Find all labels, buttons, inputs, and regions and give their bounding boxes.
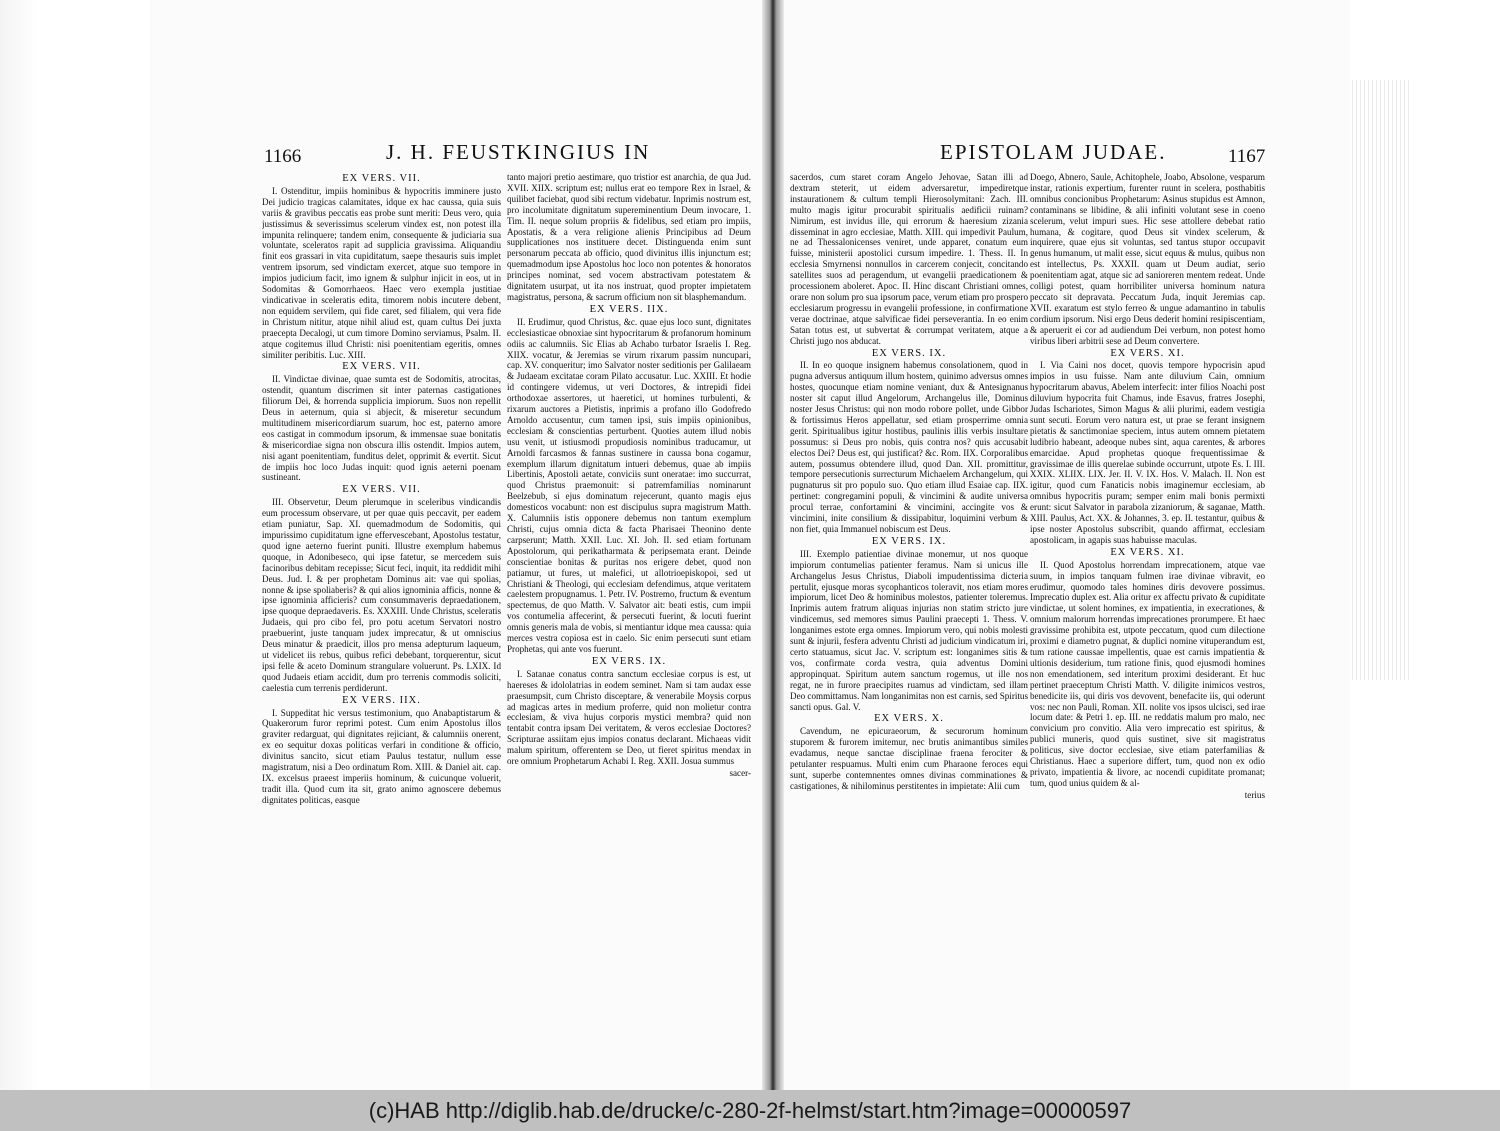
section-heading: EX VERS. IIX.: [342, 694, 421, 706]
section-heading: EX VERS. IIX.: [589, 303, 669, 315]
left-running-head: J. H. FEUSTKINGIUS IN: [386, 140, 651, 164]
right-page-number: 1167: [1228, 146, 1266, 167]
paragraph: III. Exemplo patientiae divinae monemur, ut nos quoque impiorum contumelias patienter feramus. Nam si unicus ille Archangelus Jesus Christus, Diaboli impudentissima dicteria pertulit, ejusque moras sycophanticos toleravit, nos etiam mores impiorum, licet Deo & hominibus molestos, patienter toleremus. Inprimis autem fratrum aliquas injurias non statim stricto jure vindicemus, sed memores simus Paulini praecepti 1. Thess. V. longanimes estote erga omnes. Impiorum vero, qui nobis molesti sunt & injurii, fesfera adventu Christi ad judicium vindicatum iri, certo statuamus, sicut Jac. V. scriptum est: longanimes sitis & vos, confirmate corda vestra, quia adventus Domini appropinquat. Spiritum autem sanctum rogemus, ut ille nos regat, ne in furore praecipites ruamus ad vindictam, sed illam Deo committamus. Nam longanimitas non est carnis, sed Spiritus sancti opus. Gal. V.: [790, 548, 1028, 712]
right-running-head: EPISTOLAM JUDAE.: [940, 140, 1167, 164]
section-heading: EX VERS. VII.: [342, 173, 421, 184]
catchword: terius: [1244, 789, 1265, 800]
section-heading: EX VERS. X.: [874, 713, 944, 725]
book-gutter: [762, 0, 784, 1090]
paragraph: I. Suppeditat hic versus testimonium, quo Anabaptistarum & Quakerorum furor reprimi potest. Cum enim Apostolus illos graviter redarguat, qui dignitates rejiciant, & calumniis onerent, ex eo sequitur doxas politicas verfari in conditione & officio, divinitus sancito, sicut etiam Paulus testatur, nullum esse magistratum, nisi a Deo ordinatum Rom. XIII. & Daniel ait. cap. IX. excelsus praeest imperiis hominum, & cuicunque voluerit, tradit illa. Quod cum ita sit, grato animo agnoscere debemus dignitates politicas, easque: [262, 707, 501, 805]
left-page-number: 1166: [264, 146, 302, 167]
paragraph: II. In eo quoque insignem habemus consolationem, quod in pugna adversus antiquum illum hostem, quinimo adversus omnes hostes, quocunque etiam nomine veniant, dux & Antesignanus noster sit caput illud Angelorum, Archangelus ille, Dominus noster Jesus Christus: qui non modo robore pollet, unde Gibbor & fortissimus Heros appellatur, sed etiam prosperrime omnia gerit. Spiritualibus igitur hostibus, paulinis illis verbis insultare possumus: si Deus pro nobis, quis contra nos? quis accusabit electos Dei? Deus est, qui justificat? &c. Rom. IIX. Corporalibus autem, possumus obtendere illud, quod Dan. XII. promittitur, tempore persecutionis surrecturum Michaelem Archangelum, qui pugnaturus sit pro populo suo. Quo etiam illud Esaiae cap. IIX. pertinet: congregamini populi, & vincimini & audite universa procul terrae, confortamini & vincimini, accingite vos & vincimini, inite consilium & dissipabitur, loquimini verbum & non fiet, quia Immanuel nobiscum est Deus.: [790, 360, 1028, 534]
copyright-footer: [0, 1090, 1500, 1131]
scan-margin: [0, 0, 40, 1090]
left-page-column-2: [507, 172, 751, 1080]
catchword: sacer-: [729, 767, 751, 778]
footer-credit-text: (c)HAB http://diglib.hab.de/drucke/c-280-2f-helmst/start.htm?image=00000597: [368, 1097, 1132, 1123]
paragraph: I. Via Caini nos docet, quovis tempore hypocrisin apud impios in usu fuisse. Nam ante diluvium Cain, omnium hypocritarum abavus, Abelem interfecit: inter filios Noachi post diluvium hypocrita fuit Chamus, inde Esavus, fratres Josephi, Judas Ischariotes, Simon Magus & alii plurimi, eadem vestigia sunt secuti. Eorum vero natura est, ut prae se ferant insignem pietatis & sanctimoniae speciem, intus autem omnem pietatem ludibrio habeant, adeoque nubes sint, aqua carentes, & arbores emarcidae. Apud prophetas quoque frequentissimae & gravissimae de illis querelae subinde occurrunt, utpote Es. I. III. XXIX. XLIIX. LIX. Jer. II. V. IX. Hos. V. Malach. II. Non est igitur, quod cum Fanaticis nobis imaginemur ecclesiam, ab omnibus hypocritis puram; semper enim mali bonis permixti erunt: sicut Salvator in parabola zizaniorum, & saganae, Matth. XIII. Paulus, Act. XX. & Johannes, 3. ep. II. testantur, quibus & ipse noster Apostolus subscribit, quando affirmat, ecclesiam apostolicam, in agapis suas habuisse maculas.: [1030, 360, 1265, 545]
section-heading: EX VERS. IX.: [591, 655, 667, 667]
section-heading: EX VERS. XI.: [1110, 347, 1185, 359]
right-page-column-1: [790, 172, 1028, 1080]
right-page-column-2: [1030, 172, 1265, 1080]
section-heading: EX VERS. IX.: [871, 347, 947, 359]
paragraph: Cavendum, ne epicuraeorum, & securorum hominum stuporem & furorem imitemur, nec brutis animantibus similes evadamus, neque sanctae disciplinae fraena ferociter & petulanter respuamus. Multi enim cum Pharaone feroces equi sunt, superbe contemnentes omnes divinas comminationes & castigationes, & nihilominus perstitentes in impietate: Alii cum: [790, 726, 1028, 791]
section-heading: EX VERS. IX.: [871, 535, 947, 547]
paragraph: I. Satanae conatus contra sanctum ecclesiae corpus is est, ut haereses & idololatrias in eodem seminet. Nam si tam audax esse praesumpsit, cum Christo disceptare, & venerabile Moysis corpus ad magicas artes in medium proferre, quid non molietur contra ecclesiam, & viva hujus corporis mystici membra? quid non tentabit contra ipsam Dei veritatem, & veros ecclesiae Doctores? Scripturae assiitam ejus impios conatus declarant. Michaeas vidit malum spiritum, offerentem se Deo, ut fieret spiritus mendax in ore omnium Prophetarum Achabi I. Reg. XXII. Josua summus: [507, 668, 751, 767]
page-edge-strip: [1352, 80, 1412, 680]
section-heading: EX VERS. XI.: [1110, 546, 1185, 558]
paragraph: Doego, Abnero, Saule, Achitophele, Joabo, Absolone, vesparum instar, rationis expertium, furenter ruunt in scelera, posthabitis omnibus concionibus Prophetarum: Asinus stupidus est Amnon, contaminans se libidine, & alii infiniti volutant sese in coeno scelerum, velut impuri sues. Hic sese attollere debebat ratio humana, & cogitare, quod Deus sit vindex scelerum, & inquirere, quae ejus sit voluntas, sed tantus stupor occupavit genus humanum, ut malit esse, sicut equus & mulus, quibus non est intellectus, Ps. XXXII. quam ut Deum audiat, serio poenitentiam agat, atque sic ad sanioreren mentem redeat. Unde colligi potest, quam horribiliter universa hominum natura peccato sit depravata. Peccatum Juda, inquit Jeremias cap. XVII. exaratum est stylo ferreo & ungue adamantino in tabulis cordium ipsorum. Nisi ergo Deus dederit homini resipiscentiam, & aperuerit ei cor ad audiendum Dei verbum, non potest homo viribus liberi arbitrii sese ad Deum convertere.: [1030, 172, 1265, 346]
paragraph: II. Vindictae divinae, quae sumta est de Sodomitis, atrocitas, ostendit, quantum discrimen sit inter paternas castigationes filiorum Dei, & horrenda supplicia impiorum. Suos non repellit Deus in aeternum, quia si abjecit, & miseretur secundum multitudinem misericordiarum suarum, hoc est, paterno amore eos castigat in commodum ipsorum, & immensae suae bonitatis & misericordiae signa non obscura illis ostendit. Impios autem, nisi agant poenitentiam, funditus delet, opprimit & evertit. Sicut de impiis hoc loco Judas inquit: quod ignis aeterni poenam sustineant.: [262, 374, 501, 483]
paragraph: II. Erudimur, quod Christus, &c. quae ejus loco sunt, dignitates ecclesiasticae obnoxiae sint hypocritarum & profanorum hominum odiis ac calumniis. Sic Elias ab Achabo turbator Israelis I. Reg. XIIX. vocatur, & Jeremias se virum rixarum passim nuncupari, cap. XV. conqueritur; imo Salvator noster seditionis per Galilaeam & Judaeam excitatae coram Pilato accusatur. Luc. XXIII. Et hodie id contingere videmus, ut veri Doctores, & intrepidi fidei orthodoxae assertores, ut haeretici, ut homines turbulenti, & rixarum auctores a Pietistis, inprimis a profano illo Godofredo Arnoldo accusentur, cum tamen ipsi, suis impiis opinionibus, ecclesiam & conscientias perturbent. Quoties autem illud nobis usu venit, ut istiusmodi propudiosis nominibus traducamur, ut Arnoldi farcasmos & fannas sustinere in caussa bona cogamur, exemplum illarum dignitatum intueri debemus, quae ab impiis Libertinis, Apostoli aetate, conviciis sunt oneratae: imo succurrat, quod Christus praemonuit: si patremfamilias nominarunt Beelzebub, si ejus dominatum rejecerunt, quanto magis ejus domesticos vocabunt: non est discipulus supra magistrum Matth. X. Calumniis istis opponere debemus non tantum exemplum Christi, cujus omnia dicta & facta Pharisaei Theonino dente carpserunt; Matth. XXII. Luc. XI. Joh. II. sed etiam fortunam Apostolorum, qui perikatharmata & peripsemata erant. Deinde conscientiae bonitas & puritas nos erigere debet, quod non patiamur, ut fures, ut malefici, ut allotrioepiskopoi, sed ut Christiani & Theologi, qui ecclesiam defendimus, atque veritatem caelestem propugnamus. 1. Petr. IV. Postremo, fructum & eventum spectemus, de quo Matth. V. Salvator ait: beati estis, cum impii vos contumelia affecerint, & persecuti fuerint, & locuti fuerint omnis generis mala de vobis, si mentiantur idque mea caussa: quia merces vestra copiosa est in caelo. Sic enim persecuti sunt etiam Prophetas, qui ante vos fuerunt.: [507, 316, 751, 654]
paragraph: sacerdos, cum staret coram Angelo Jehovae, Satan illi ad dextram steterit, ut eidem adversaretur, impediretque instaurationem & cultum templi Hierosolymitani: Zach. III. multo magis igitur procurabit spiritualis aedificii ruinam? Nimirum, est invidus ille, qui errorum & haeresium zizania disseminat in agro ecclesiae, Matth. XIII. qui impedivit Paulum, ne ad Thessalonicenses veniret, unde apparet, conatum eum fuisse, ministerii apostolici cursum impedire. 1. Thess. II. In ecclesia Smyrnensi nonnullos in carcerem conjecit, concitando satellites suos ad peragendum, ut evangelii praedicationem & processionem aboleret. Apoc. II. Hinc discant Christiani omnes, orare non solum pro sua ipsorum pace, verum etiam pro prospero ecclesiarum progressu in evangelii professione, in confirmatione verae doctrinae, atque salvificae fidei perseverantia. In eo enim Satan totus est, ut subvertat & corrumpat veritatem, atque a Christi jugo nos abducat.: [790, 172, 1028, 346]
left-page-column-1: [262, 172, 501, 1080]
paragraph: tanto majori pretio aestimare, quo tristior est anarchia, de qua Jud. XVII. XIIX. scriptum est; nullus erat eo tempore Rex in Israel, & quilibet faciebat, quod sibi rectum videbatur. Inprimis nostrum est, pro incolumitate dignitatum supereminentium Deum invocare, 1. Tim. II. neque solum propriis & fidelibus, sed etiam pro impiis, Apostatis, & a vera religione alienis Principibus ad Deum supplicationes nos instituere decet. Distinguenda enim sunt personarum peccata ab officio, quod divinitus illis injunctum est; quemadmodum ipse Apostolus hoc loco non potentes & honoratos principes nominat, sed vocem abstractivam potestatem & dignitatem usurpat, ut ita nos instruat, quod propter impietatem magistratus, persona, & sacrum officium non sit blasphemandum.: [507, 172, 751, 302]
paragraph: I. Ostenditur, impiis hominibus & hypocritis imminere justo Dei judicio tragicas calamitates, idque ex hac caussa, quia suis variis & gravibus peccatis eas probe sunt meriti: Deus vero, quia justissimus & severissimus scelerum vindex est, non potest illa impunita relinquere; tandem enim, consequente & judiciaria sua voluntate, sceleratos rapit ad supplicia gravissima. Aliquandiu finit eos grassari in vita cupiditatum, saepe thesauris suis implet ventrem ipsorum, sed vindictam exercet, atque suo tempore in impios judicium facit, imo ignem & sulphur injicit in eos, ut in Sodomitas & Gomorrhaeos. Haec vero exempla justitiae vindicativae in sceleratis edita, timorem nobis incutere debent, non equidem servilem, qui fide caret, sed filialem, qui vera fide in Christum nititur, atque nihil aliud est, quam cultus Dei juxta praecepta Decalogi, ut cum timore Domino serviamus, Psalm. II. atque cogitemus illud Christi: nisi poenitentiam egeritis, omnes similiter peribitis. Luc. XIII.: [262, 185, 501, 360]
paragraph: II. Quod Apostolus horrendam imprecationem, atque vae suum, in impios tanquam fulmen irae divinae vibravit, eo erudimur, quomodo tales homines diris devovere possimus. Imprecatio duplex est. Alia oritur ex affectu privato & cupiditate vindictae, ut solent homines, ex impatientia, in execrationes, & omnium malorum horrendas imprecationes prorumpere. Et haec gravissime prohibita est, utpote peccatum, quod cum dilectione proximi e diametro pugnat, & duplici nomine vituperandum est, tum ratione caussae impellentis, quae est carnis impatientia & ultionis desiderium, tum ratione finis, quod ejusmodi homines non emendationem, sed interitum proximi desiderant. Et huc pertinet praeceptum Christi Matth. V. diligite inimicos vestros, benedicite iis, qui diris vos devovent, benefacite iis, qui oderunt vos: nec non Pauli, Roman. XII. nolite vos ipsos ulcisci, sed irae locum date: & Petri 1. ep. III. ne reddatis malum pro malo, nec convicium pro convitio. Alia vero imprecatio est spiritus, & publici muneris, quod quis sustinet, sive sit magistratus politicus, sive doctor ecclesiae, sive etiam paterfamilias & Christianus. Haec a superiore differt, tum, quod non ex odio privato, impatientia & livore, ac nocendi cupiditate promanat; tum, quod unius quidem & al-: [1030, 559, 1265, 788]
paragraph: III. Observetur, Deum plerumque in sceleribus vindicandis eum processum observare, ut per quae quis peccavit, per eadem etiam puniatur, Sap. XI. quemadmodum de Sodomitis, qui impurissimo cupiditatum igne effervescebant, Apostolus testatur, quod igne aeterno fuerint puniti. Illustre exemplum habemus quoque, in Adonibeseco, qui ipse fatetur, se mercedem suis facinoribus debitam recepisse; Sicut feci, inquit, ita reddidit mihi Deus. Jud. I. & per prophetam Dominus ait: vae qui spolias, nonne & ipse spoliaberis? & qui alios ignominia afficis, nonne & ipse ignominia afficieris? cum consummaveris depraedationem, ipse quoque depraedaveris. Es. XXXIII. Unde Christus, sceleratis Judaeis, qui pro cibo fel, pro potu acetum Servatori nostro praebuerint, juste tanquam judex imprecatur, & ut omniscius Deus minatur & praedicit, illos pro mensa adepturum laqueum, ut videlicet iis rebus, quibus refici debebant, torquerentur, sicut ipsi felle & aceto Dominum strangulare voluerunt. Ps. LXIX. Id quod Judaeis etiam accidit, dum pro terrenis commodis soliciti, caelestia cum terrenis perdiderunt.: [262, 497, 501, 693]
section-heading: EX VERS. VII.: [342, 484, 421, 496]
section-heading: EX VERS. VII.: [342, 361, 421, 373]
